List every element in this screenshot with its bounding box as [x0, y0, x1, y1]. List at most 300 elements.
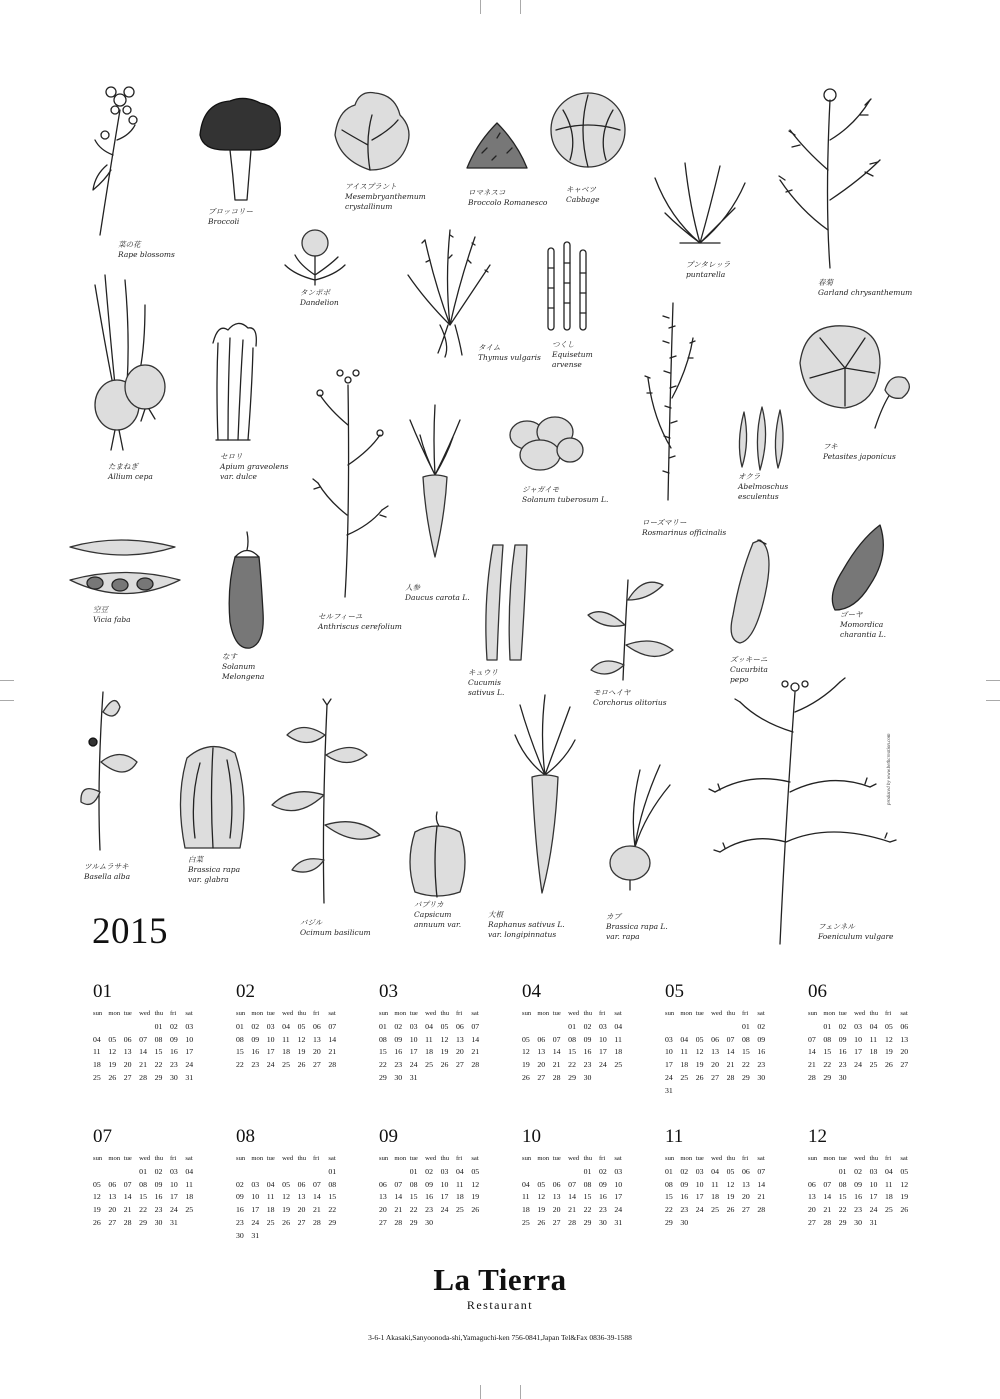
day-cell: 21: [394, 1205, 403, 1215]
day-cell: 04: [884, 1166, 893, 1176]
month-block: [93, 982, 225, 1085]
day-cell: 04: [425, 1021, 433, 1031]
day-cell: 23: [680, 1205, 689, 1215]
day-cell: 02: [154, 1166, 163, 1176]
day-cell: 07: [394, 1179, 403, 1189]
weekday-label: fri: [312, 1010, 320, 1017]
day-cell: 21: [757, 1192, 766, 1202]
day-cell: 13: [379, 1192, 387, 1202]
day-cell: 30: [169, 1072, 178, 1082]
weekday-header: [808, 1153, 940, 1166]
day-cell: 11: [884, 1179, 893, 1189]
day-cell: 02: [598, 1166, 607, 1176]
day-cell: 19: [93, 1205, 101, 1215]
day-cell: 26: [726, 1205, 735, 1215]
day-cell: 23: [425, 1205, 433, 1215]
day-cell: 25: [522, 1217, 530, 1227]
day-cell: 25: [185, 1205, 194, 1215]
garland-chrysanthemum-illustration: [770, 80, 890, 270]
day-cell: [394, 1166, 409, 1179]
day-cell: 22: [741, 1060, 750, 1070]
day-cell: 14: [123, 1192, 132, 1202]
restaurant-logo-name: La Tierra: [433, 1262, 567, 1297]
day-cell: 21: [823, 1205, 832, 1215]
day-cell: 26: [522, 1072, 530, 1082]
weekday-label: thu: [297, 1155, 306, 1162]
day-cell: 23: [854, 1205, 862, 1215]
day-cell: [139, 1021, 154, 1034]
day-cell: [680, 1021, 695, 1034]
day-cell: [854, 1072, 869, 1085]
day-cell: 02: [838, 1021, 847, 1031]
weekday-label: sun: [379, 1155, 389, 1162]
day-cell: 15: [236, 1047, 244, 1057]
day-cell: 20: [900, 1047, 909, 1057]
day-cell: 18: [282, 1047, 290, 1057]
day-cell: 26: [282, 1217, 290, 1227]
day-cell: 01: [568, 1021, 576, 1031]
day-cell: 29: [823, 1072, 832, 1082]
day-cell: 07: [726, 1034, 735, 1044]
crop-mark: [986, 680, 1000, 681]
day-cell: 11: [266, 1192, 275, 1202]
caption-turnip: カブ Brassica rapa L. var. rapa: [606, 912, 668, 941]
restaurant-subtitle: Restaurant: [466, 1298, 534, 1312]
crop-mark: [520, 1385, 521, 1399]
day-cell: [471, 1217, 486, 1230]
weekday-label: thu: [440, 1010, 449, 1017]
weekday-label: thu: [440, 1155, 449, 1162]
eggplant-illustration: [225, 532, 270, 652]
day-cell: 03: [251, 1179, 260, 1189]
day-cell: 15: [379, 1047, 387, 1057]
weekday-label: mon: [108, 1010, 121, 1017]
day-cell: 24: [665, 1072, 673, 1082]
weekday-label: sun: [93, 1010, 103, 1017]
carrot-illustration: [405, 405, 465, 560]
day-cell: [456, 1217, 471, 1230]
day-cell: 10: [614, 1179, 623, 1189]
day-cell: 24: [251, 1217, 260, 1227]
weekday-label: tue: [695, 1155, 704, 1162]
day-cell: 30: [425, 1217, 433, 1227]
weekday-label: wed: [711, 1155, 723, 1162]
turnip-illustration: [600, 755, 680, 890]
day-cell: 29: [328, 1217, 337, 1227]
day-cell: 29: [583, 1217, 592, 1227]
week-row: [522, 1191, 654, 1204]
day-cell: 20: [808, 1205, 816, 1215]
week-row: [379, 1059, 511, 1072]
day-cell: 01: [379, 1021, 387, 1031]
day-cell: [553, 1166, 568, 1179]
day-cell: 22: [838, 1205, 847, 1215]
week-row: [665, 1059, 797, 1072]
caption-napa: 白菜 Brassica rapa var. glabra: [188, 855, 241, 884]
weekday-header: [236, 1008, 368, 1021]
week-row: [808, 1059, 940, 1072]
weekday-label: mon: [823, 1155, 836, 1162]
day-cell: 07: [123, 1179, 132, 1189]
day-cell: 05: [695, 1034, 704, 1044]
day-cell: 17: [169, 1192, 178, 1202]
day-cell: [471, 1072, 486, 1085]
week-row: [808, 1217, 940, 1230]
weekday-label: wed: [854, 1155, 866, 1162]
day-cell: 19: [900, 1192, 909, 1202]
caption-butterbur: フキ Petasites japonicus: [823, 442, 896, 461]
day-cell: 23: [583, 1060, 592, 1070]
day-cell: [680, 1085, 695, 1098]
day-cell: [808, 1166, 823, 1179]
day-cell: 16: [583, 1047, 592, 1057]
day-cell: 01: [139, 1166, 147, 1176]
weekday-label: wed: [568, 1155, 580, 1162]
day-cell: 08: [838, 1179, 847, 1189]
producer-credit: produced by www.bethcreation.com: [887, 733, 892, 805]
weekday-label: thu: [154, 1010, 163, 1017]
weekday-header: [522, 1008, 654, 1021]
day-cell: 27: [808, 1217, 816, 1227]
day-cell: 31: [614, 1217, 623, 1227]
day-cell: 24: [409, 1060, 418, 1070]
day-cell: [614, 1072, 629, 1085]
day-cell: [441, 1217, 456, 1230]
day-cell: 03: [869, 1166, 878, 1176]
day-cell: 15: [823, 1047, 832, 1057]
month-block: [522, 982, 654, 1085]
day-cell: 08: [741, 1034, 750, 1044]
day-cell: 26: [471, 1205, 480, 1215]
day-cell: 09: [251, 1034, 260, 1044]
weekday-label: fri: [884, 1010, 892, 1017]
day-cell: 05: [108, 1034, 117, 1044]
day-cell: [185, 1217, 200, 1230]
day-cell: 15: [154, 1047, 163, 1057]
day-cell: 07: [757, 1166, 766, 1176]
day-cell: 19: [695, 1060, 704, 1070]
day-cell: 12: [440, 1034, 449, 1044]
caption-horsetail: つくし Equisetum arvense: [552, 340, 593, 369]
day-cell: 26: [297, 1060, 306, 1070]
caption-rosemary: ローズマリー Rosmarinus officinalis: [642, 518, 727, 537]
day-cell: [599, 1072, 614, 1085]
weekday-label: sat: [328, 1155, 336, 1162]
week-row: [808, 1166, 940, 1179]
week-row: [379, 1021, 511, 1034]
day-cell: 10: [665, 1047, 673, 1057]
day-cell: 24: [185, 1060, 194, 1070]
month-block: [808, 1127, 940, 1230]
thyme-illustration: [400, 225, 500, 360]
week-row: [236, 1059, 368, 1072]
day-cell: 12: [537, 1192, 546, 1202]
day-cell: 17: [869, 1192, 878, 1202]
day-cell: 28: [123, 1217, 132, 1227]
day-cell: 16: [854, 1192, 862, 1202]
day-cell: 05: [297, 1021, 306, 1031]
day-cell: 05: [726, 1166, 735, 1176]
day-cell: 28: [139, 1072, 147, 1082]
day-cell: 13: [808, 1192, 816, 1202]
day-cell: 15: [139, 1192, 147, 1202]
day-cell: 28: [726, 1072, 735, 1082]
napa-cabbage-illustration: [175, 738, 250, 853]
day-cell: [425, 1072, 440, 1085]
day-cell: 11: [282, 1034, 290, 1044]
weekday-label: tue: [409, 1010, 418, 1017]
day-cell: 19: [297, 1047, 306, 1057]
day-cell: 14: [726, 1047, 735, 1057]
weekday-label: sat: [614, 1010, 622, 1017]
day-cell: 13: [108, 1192, 117, 1202]
weekday-header: [665, 1153, 797, 1166]
caption-paprika: パプリカ Capsicum annuum var.: [414, 900, 462, 929]
weekday-label: mon: [108, 1155, 121, 1162]
day-cell: 06: [108, 1179, 117, 1189]
day-cell: 20: [552, 1205, 561, 1215]
day-cell: 12: [93, 1192, 101, 1202]
day-cell: [742, 1217, 757, 1230]
caption-ice-plant: アイスプラント Mesembryanthemum crystallinum: [345, 182, 426, 211]
day-cell: 14: [757, 1179, 766, 1189]
day-cell: 04: [869, 1021, 878, 1031]
day-cell: [742, 1085, 757, 1098]
day-cell: 25: [93, 1072, 101, 1082]
week-row: [665, 1179, 797, 1192]
day-cell: 26: [93, 1217, 101, 1227]
weekday-label: wed: [282, 1155, 294, 1162]
week-row: [379, 1166, 511, 1179]
weekday-label: thu: [869, 1155, 878, 1162]
day-cell: [124, 1021, 139, 1034]
day-cell: 29: [154, 1072, 163, 1082]
caption-broccoli: ブロッコリー Broccoli: [208, 207, 253, 226]
day-cell: 01: [838, 1166, 847, 1176]
day-cell: 19: [726, 1192, 735, 1202]
restaurant-address: 3-6-1 Akasaki,Sanyoonoda-shi,Yamaguchi-ken 756-0841,Japan Tel&Fax 0836-39-1588: [368, 1333, 632, 1342]
day-cell: 01: [154, 1021, 163, 1031]
day-cell: 29: [568, 1072, 576, 1082]
day-cell: 30: [394, 1072, 403, 1082]
week-row: [93, 1034, 225, 1047]
day-cell: 23: [154, 1205, 163, 1215]
day-cell: 19: [108, 1060, 117, 1070]
day-cell: 27: [379, 1217, 387, 1227]
day-cell: [553, 1021, 568, 1034]
day-cell: 13: [900, 1034, 909, 1044]
cabbage-illustration: [548, 85, 628, 180]
day-cell: 06: [297, 1179, 306, 1189]
caption-carrot: 人参 Daucus carota L.: [405, 583, 470, 602]
day-cell: 10: [869, 1179, 878, 1189]
day-cell: 09: [598, 1179, 607, 1189]
day-cell: [522, 1021, 537, 1034]
day-cell: 11: [425, 1034, 433, 1044]
day-cell: 07: [471, 1021, 480, 1031]
day-cell: 29: [741, 1072, 750, 1082]
day-cell: 03: [169, 1166, 178, 1176]
day-cell: 06: [552, 1179, 561, 1189]
potato-illustration: [505, 410, 585, 475]
weekday-label: tue: [123, 1010, 132, 1017]
romanesco-illustration: [462, 118, 532, 173]
day-cell: 31: [869, 1217, 878, 1227]
day-cell: [441, 1072, 456, 1085]
day-cell: 11: [711, 1179, 719, 1189]
day-cell: [298, 1166, 313, 1179]
weekday-label: tue: [123, 1155, 132, 1162]
caption-malabar: ツルムラサキ Basella alba: [84, 862, 131, 881]
day-cell: 02: [394, 1021, 403, 1031]
day-cell: 12: [695, 1047, 704, 1057]
day-cell: 17: [409, 1047, 418, 1057]
weekday-label: sun: [808, 1155, 818, 1162]
day-cell: 13: [537, 1047, 546, 1057]
ice-plant-illustration: [330, 85, 415, 175]
day-cell: 11: [455, 1179, 464, 1189]
day-cell: [568, 1166, 583, 1179]
month-number: 12: [808, 1126, 827, 1147]
weekday-label: mon: [394, 1010, 407, 1017]
day-cell: 24: [266, 1060, 275, 1070]
day-cell: 10: [854, 1034, 862, 1044]
day-cell: 01: [823, 1021, 832, 1031]
day-cell: 13: [312, 1034, 321, 1044]
caption-onion: たまねぎ Allium cepa: [108, 462, 153, 481]
day-cell: [298, 1230, 313, 1243]
weekday-label: mon: [537, 1010, 550, 1017]
day-cell: 07: [552, 1034, 561, 1044]
day-cell: 05: [93, 1179, 101, 1189]
day-cell: 17: [665, 1060, 673, 1070]
week-row: [665, 1191, 797, 1204]
day-cell: 16: [169, 1047, 178, 1057]
day-cell: 13: [552, 1192, 561, 1202]
week-row: [379, 1034, 511, 1047]
day-cell: 25: [614, 1060, 623, 1070]
day-cell: 07: [328, 1021, 337, 1031]
day-cell: [727, 1085, 742, 1098]
day-cell: 27: [312, 1060, 321, 1070]
caption-cucumber: キュウリ Cucumis sativus L.: [468, 668, 505, 697]
weekday-label: sat: [757, 1010, 765, 1017]
day-cell: 03: [665, 1034, 673, 1044]
day-cell: 12: [297, 1034, 306, 1044]
puntarella-illustration: [650, 158, 750, 248]
week-row: [808, 1072, 940, 1085]
week-row: [665, 1021, 797, 1034]
day-cell: 06: [808, 1179, 816, 1189]
day-cell: 04: [522, 1179, 530, 1189]
week-row: [522, 1179, 654, 1192]
weekday-label: wed: [282, 1010, 294, 1017]
weekday-label: mon: [394, 1155, 407, 1162]
day-cell: 16: [425, 1192, 433, 1202]
day-cell: 18: [884, 1192, 893, 1202]
fennel-illustration: [700, 672, 905, 947]
week-row: [522, 1021, 654, 1034]
week-row: [93, 1179, 225, 1192]
day-cell: 20: [297, 1205, 306, 1215]
week-row: [236, 1191, 368, 1204]
caption-chervil: セルフィーユ Anthriscus cerefolium: [318, 612, 402, 631]
day-cell: 22: [409, 1205, 418, 1215]
day-cell: 05: [884, 1021, 893, 1031]
day-cell: 08: [379, 1034, 387, 1044]
day-cell: 14: [471, 1034, 480, 1044]
cucumber-illustration: [475, 540, 540, 665]
caption-eggplant: なす Solanum Melongena: [222, 652, 265, 681]
day-cell: 01: [583, 1166, 592, 1176]
weekday-label: thu: [726, 1155, 735, 1162]
day-cell: 20: [108, 1205, 117, 1215]
day-cell: 31: [169, 1217, 178, 1227]
weekday-label: tue: [409, 1155, 418, 1162]
calendar-year: 2015: [92, 911, 168, 952]
month-block: [665, 1127, 797, 1230]
day-cell: 22: [328, 1205, 337, 1215]
month-block: [93, 1127, 225, 1230]
weekday-label: sat: [900, 1155, 908, 1162]
day-cell: 22: [154, 1060, 163, 1070]
day-cell: 05: [537, 1179, 546, 1189]
day-cell: 27: [741, 1205, 750, 1215]
weekday-label: thu: [726, 1010, 735, 1017]
weekday-label: mon: [251, 1010, 264, 1017]
day-cell: 07: [823, 1179, 832, 1189]
weekday-header: [665, 1008, 797, 1021]
day-cell: 23: [251, 1060, 260, 1070]
caption-puntarella: プンタレッラ puntarella: [686, 260, 731, 279]
day-cell: 10: [598, 1034, 607, 1044]
day-cell: 27: [297, 1217, 306, 1227]
day-cell: 21: [312, 1205, 321, 1215]
week-row: [522, 1072, 654, 1085]
month-number: 03: [379, 981, 398, 1002]
day-cell: 25: [455, 1205, 464, 1215]
day-cell: [124, 1166, 139, 1179]
day-cell: 19: [522, 1060, 530, 1070]
week-row: [808, 1179, 940, 1192]
day-cell: 08: [409, 1179, 418, 1189]
caption-rape: 菜の花 Rape blossoms: [118, 240, 175, 259]
month-number: 01: [93, 981, 112, 1002]
week-row: [379, 1046, 511, 1059]
day-cell: 06: [711, 1034, 719, 1044]
day-cell: 10: [251, 1192, 260, 1202]
day-cell: 04: [266, 1179, 275, 1189]
week-row: [522, 1166, 654, 1179]
day-cell: [665, 1021, 680, 1034]
day-cell: [900, 1072, 915, 1085]
week-row: [379, 1179, 511, 1192]
weekday-header: [93, 1008, 225, 1021]
weekday-label: tue: [695, 1010, 704, 1017]
weekday-label: sun: [236, 1010, 246, 1017]
butterbur-illustration: [790, 318, 920, 433]
week-row: [808, 1021, 940, 1034]
day-cell: 17: [251, 1205, 260, 1215]
weekday-label: tue: [552, 1010, 561, 1017]
day-cell: 22: [583, 1205, 592, 1215]
day-cell: [379, 1166, 394, 1179]
day-cell: 04: [185, 1166, 194, 1176]
day-cell: 03: [266, 1021, 275, 1031]
week-row: [522, 1046, 654, 1059]
weekday-label: fri: [598, 1010, 606, 1017]
day-cell: 18: [266, 1205, 275, 1215]
